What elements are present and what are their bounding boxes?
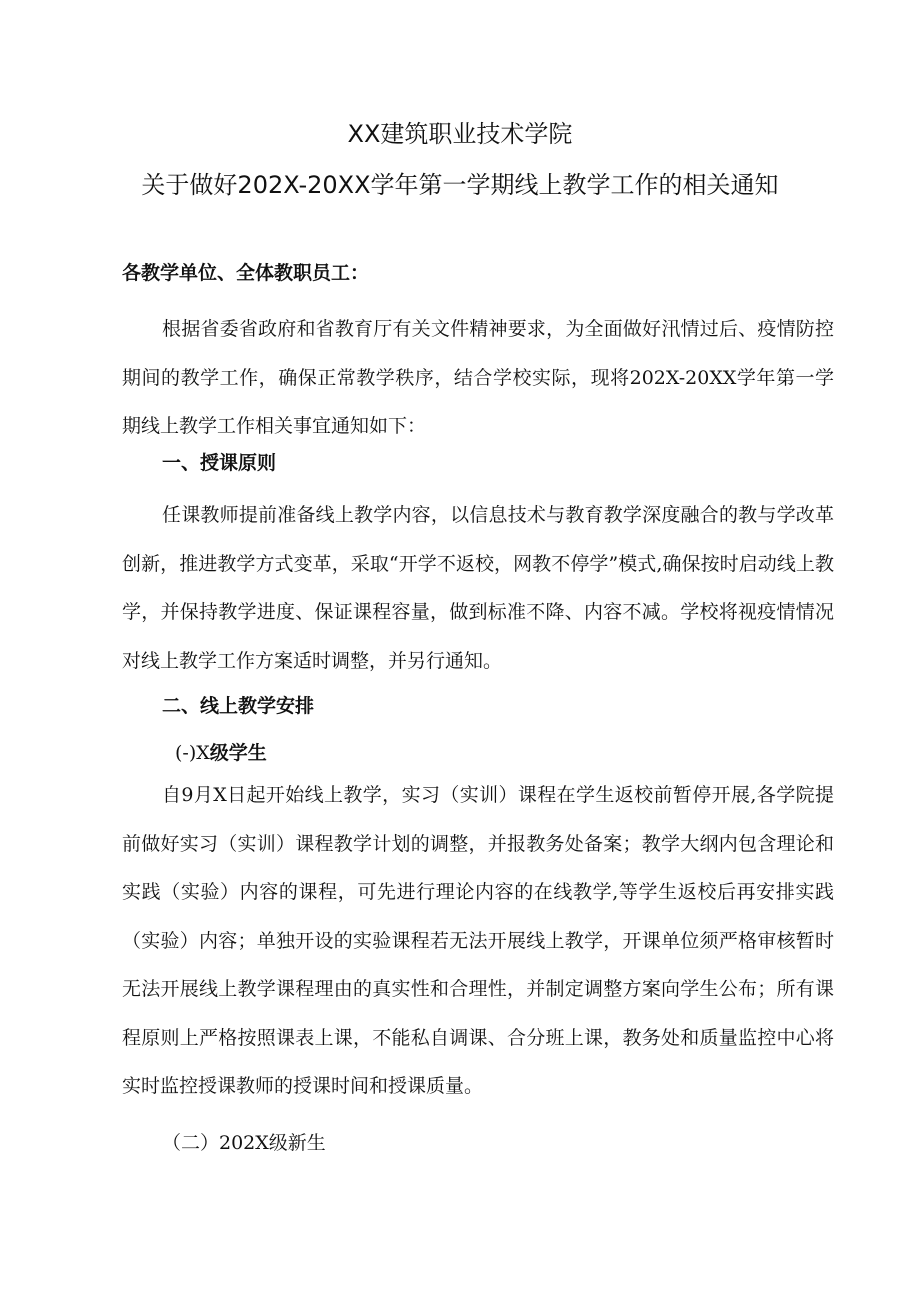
section-heading-teaching-principles: 一、授课原则	[162, 452, 277, 474]
document-title-institution: XX建筑职业技术学院	[347, 120, 573, 148]
subsection-number: (-)X	[175, 742, 210, 764]
subsection-heading-new-students: （二）202X级新生	[162, 1132, 326, 1154]
document-title-notice: 关于做好202X-20XX学年第一学期线上教学工作的相关通知	[141, 171, 779, 199]
section1-paragraph: 任课教师提前准备线上教学内容，以信息技术与教育教学深度融合的教与学改革创新，推进教学方式变革，采取“开学不返校，网教不停学”模式,确保按时启动线上教学，并保持教学进度、保证课程容量，做到标准不降、内容不减。学校将视疫情情况对线上教学工作方案适时调整，并另行通知。	[122, 504, 834, 672]
subsection-heading-x-grade	[175, 740, 267, 766]
section-heading-online-arrangement: 二、线上教学安排	[162, 695, 315, 717]
intro-paragraph: 根据省委省政府和省教育厅有关文件精神要求，为全面做好汛情过后、疫情防控期间的教学工作，确保正常教学秩序，结合学校实际，现将202X-20XX学年第一学期线上教学工作相关事宜通知如下：	[122, 318, 834, 437]
subsection-label: 级学生	[209, 742, 267, 764]
subsection1-paragraph: 自9月X日起开始线上教学，实习（实训）课程在学生返校前暂停开展,各学院提前做好实习（实训）课程教学计划的调整，并报教务处备案；教学大纲内包含理论和实践（实验）内容的课程，可先进行理论内容的在线教学,等学生返校后再安排实践（实验）内容；单独开设的实验课程若无法开展线上教学，开课单位须严格审核暂时无法开展线上教学课程理由的真实性和合理性，并制定调整方案向学生公布；所有课程原则上严格按照课表上课，不能私自调课、合分班上课，教务处和质量监控中心将实时监控授课教师的授课时间和授课质量。	[122, 784, 834, 1097]
salutation: 各教学单位、全体教职员工：	[122, 262, 370, 284]
